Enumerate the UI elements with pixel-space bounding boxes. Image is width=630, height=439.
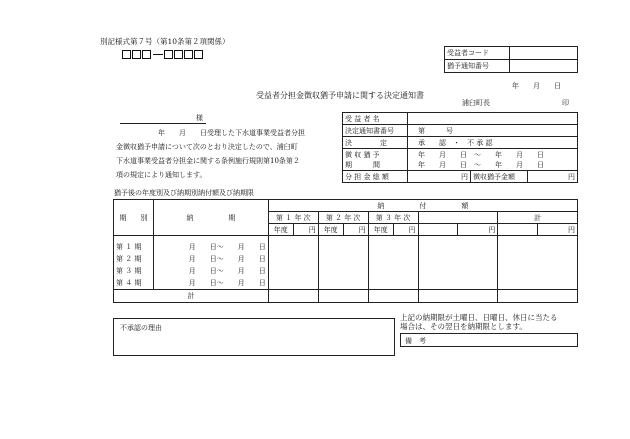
period-column-header: 期 別 (114, 200, 154, 236)
decision-number-label: 決定通知書番号 (343, 125, 408, 137)
deferral-amount-field[interactable]: 円 (528, 171, 578, 183)
sum-row-label: 計 (114, 290, 269, 303)
seal-mark: 印 (562, 99, 569, 107)
yen-label: 円 (538, 224, 578, 236)
year-2-header: 第 ２ 年 次 (318, 212, 368, 224)
year-3-cell[interactable] (368, 236, 418, 290)
fy-label: 年度 (368, 224, 393, 236)
remarks-box[interactable] (400, 333, 578, 347)
receiver-name-field[interactable] (408, 113, 578, 125)
remarks-label: 備 考 (405, 337, 426, 345)
schedule-table (113, 199, 578, 303)
total-cell[interactable] (498, 236, 578, 290)
year-1-cell[interactable] (268, 236, 318, 290)
body-line-2: 金徴収猶予申請について次のとおり決定したので、浦臼町 (116, 143, 298, 151)
deferral-period-line-1: 年 月 日 ～ 年 月 日 (418, 150, 544, 159)
due-3: 月 日～ 月 日 (188, 267, 266, 275)
decision-info-table (342, 112, 578, 183)
date-line: 年 月 日 (512, 82, 561, 90)
schedule-title: 猶予後の年度別及び納期別納付額及び納期限 (114, 189, 254, 197)
receiver-code-field[interactable] (510, 47, 578, 60)
receiver-code-label: 受益者コード (445, 47, 510, 60)
addressee-line[interactable] (120, 114, 206, 124)
fy-label: 年度 (318, 224, 343, 236)
body-line-4: 項の規定により通知します。 (116, 171, 207, 179)
document-title: 受益者分担金徴収猶予申請に関する決定通知書 (256, 91, 424, 100)
period-2: 第 ２ 期 (116, 255, 142, 263)
code-table (444, 46, 578, 73)
sum-year-1[interactable] (268, 290, 318, 303)
yen-label: 円 (393, 224, 418, 236)
deferral-period-line-2: 年 月 日 ～ 年 月 日 (418, 160, 544, 169)
yen-label: 円 (343, 224, 368, 236)
due-2: 月 日～ 月 日 (188, 255, 266, 263)
rejection-reason-label: 不承認の理由 (120, 324, 162, 332)
total-column-header: 計 (498, 212, 578, 224)
decision-value: 承 認 ・ 不 承 認 (408, 137, 578, 149)
deferral-period-label-1: 徴 収 猶 予 (345, 150, 380, 159)
notice-number-field[interactable] (510, 60, 578, 73)
year-3-header: 第 ３ 年 次 (368, 212, 418, 224)
year-4-cell[interactable] (418, 236, 498, 290)
body-line-3: 下水道事業受益者分担金に関する条例施行規則第10条第２ (116, 157, 300, 165)
due-4: 月 日～ 月 日 (188, 279, 266, 287)
fy-label: 年度 (268, 224, 293, 236)
deferral-amount-label: 徴収猶予金額 (471, 171, 528, 183)
deferral-period-label-2: 期 間 (345, 160, 380, 169)
note-line-2: 場合は、その翌日を納期限とします。 (400, 322, 527, 331)
total-amount-label: 分 担 金 総 額 (343, 171, 408, 183)
total-amount-field[interactable]: 円 (408, 171, 471, 183)
honorific: 様 (196, 114, 203, 122)
sum-total[interactable] (498, 290, 578, 303)
body-line-1: 年 月 日受理した下水道事業受益者分担 (158, 129, 305, 137)
period-3: 第 ３ 期 (116, 267, 142, 275)
issuer: 浦臼町長 (462, 99, 490, 107)
code-boxes (122, 50, 204, 59)
notice-number-label: 猶予通知番号 (445, 60, 510, 73)
due-1: 月 日～ 月 日 (188, 243, 266, 251)
payment-amount-header: 納 付 額 (268, 200, 577, 212)
sum-year-3[interactable] (368, 290, 418, 303)
receiver-name-label: 受 益 者 名 (343, 113, 408, 125)
sum-year-4[interactable] (418, 290, 498, 303)
decision-label: 決 定 (343, 137, 408, 149)
note-line-1: 上記の納期限が土曜日、日曜日、休日に当たる (400, 313, 558, 322)
year-1-header: 第 １ 年 次 (268, 212, 318, 224)
period-4: 第 ４ 期 (116, 279, 142, 287)
decision-number-value: 第 号 (408, 125, 578, 137)
year-2-cell[interactable] (318, 236, 368, 290)
form-number: 別記様式第７号（第10条第２項関係） (100, 37, 230, 46)
sum-year-2[interactable] (318, 290, 368, 303)
due-date-note (400, 313, 558, 331)
period-1: 第 １ 期 (116, 243, 142, 251)
yen-label: 円 (293, 224, 318, 236)
due-column-header: 納 期 (153, 200, 268, 236)
rejection-reason-box[interactable] (113, 318, 395, 356)
yen-label: 円 (458, 224, 498, 236)
